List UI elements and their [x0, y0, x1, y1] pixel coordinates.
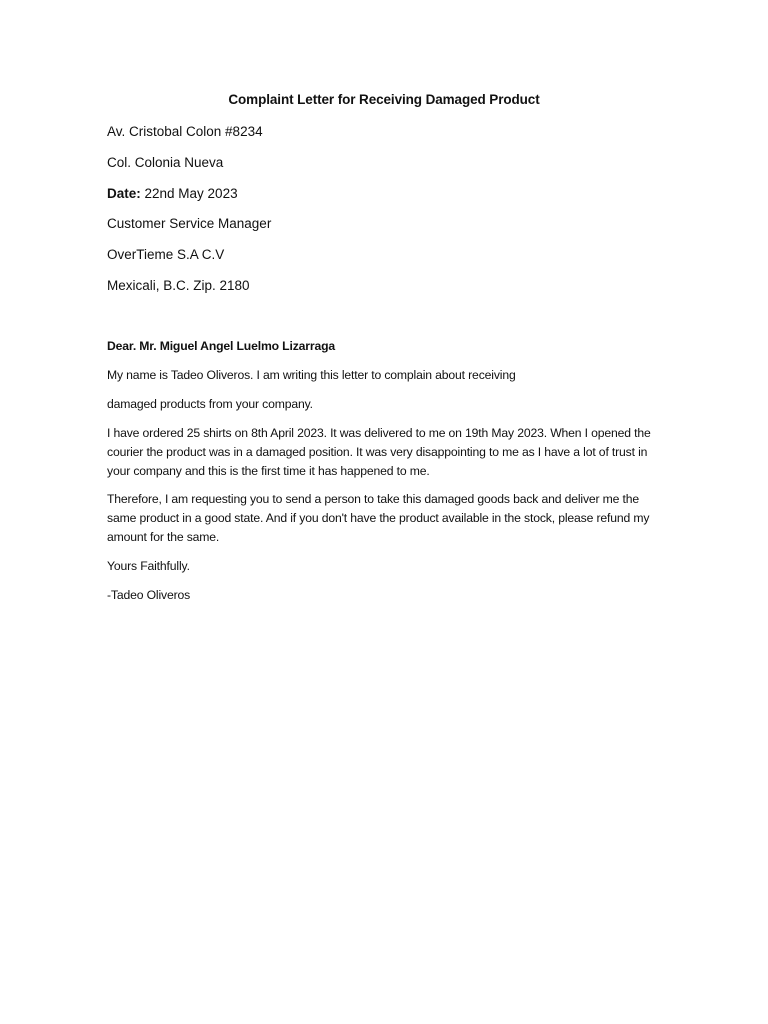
letter-title: Complaint Letter for Receiving Damaged Product [228, 92, 540, 107]
closing: Yours Faithfully. [107, 559, 190, 573]
company-name: OverTieme S.A C.V [107, 247, 225, 262]
intro-line-1: My name is Tadeo Oliveros. I am writing this letter to complain about receiving [107, 368, 516, 382]
paragraph-request: Therefore, I am requesting you to send a person to take this damaged goods back and deliver me the same product in a good state. And if you don't have the product available in the stock, please refund my amount for the same. [107, 492, 650, 544]
address-line-1: Av. Cristobal Colon #8234 [107, 124, 263, 139]
signature: -Tadeo Oliveros [107, 588, 191, 602]
address-line-2: Col. Colonia Nueva [107, 155, 224, 170]
city-zip: Mexicali, B.C. Zip. 2180 [107, 278, 250, 293]
date-value: 22nd May 2023 [140, 186, 238, 201]
paragraph-order-details: I have ordered 25 shirts on 8th April 2023. It was delivered to me on 19th May 2023. When I opened the courier the product was in a damaged position. It was very disappointing to me as I have a lot of trust in your company and this is the first time it has happened to me. [107, 426, 651, 478]
salutation: Dear. Mr. Miguel Angel Luelmo Lizarraga [107, 339, 336, 353]
intro-line-2: damaged products from your company. [107, 397, 313, 411]
date-label: Date: [107, 186, 141, 201]
recipient-title: Customer Service Manager [107, 216, 272, 231]
date-line [107, 186, 238, 201]
